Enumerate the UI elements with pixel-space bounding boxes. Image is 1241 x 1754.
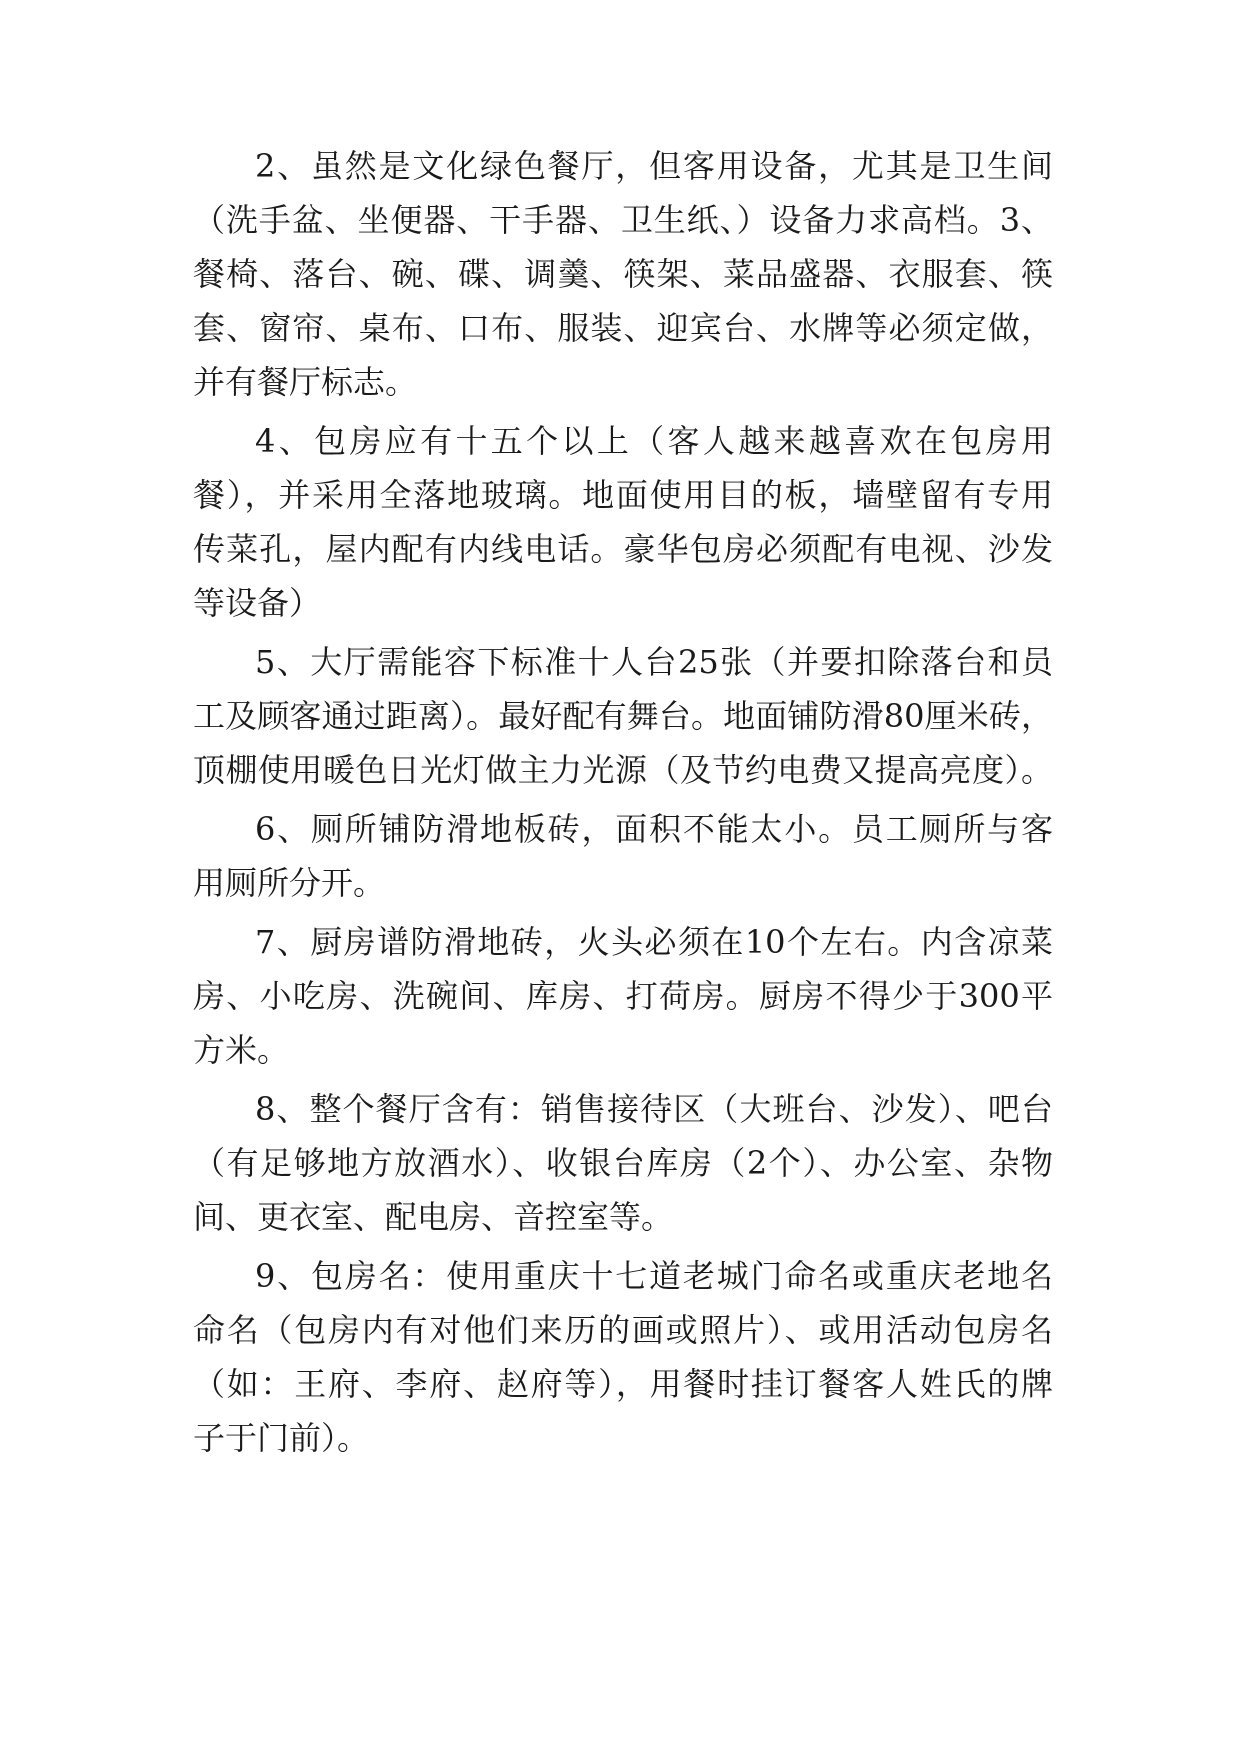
text-line: 顶棚使用暖色日光灯做主力光源（及节约电费又提高亮度）。 xyxy=(193,751,1053,789)
text-line: 餐），并采用全落地玻璃。地面使用目的板，墙壁留有专用 xyxy=(193,476,1053,514)
text-line: 用厕所分开。 xyxy=(193,864,386,902)
text-line: 9、包房名：使用重庆十七道老城门命名或重庆老地名 xyxy=(255,1257,1053,1295)
text-line: 房、小吃房、洗碗间、库房、打荷房。厨房不得少于300平 xyxy=(193,977,1053,1015)
text-line: 4、包房应有十五个以上（客人越来越喜欢在包房用 xyxy=(255,422,1053,460)
text-line: 并有餐厅标志。 xyxy=(193,363,418,401)
text-line: （洗手盆、坐便器、干手器、卫生纸、）设备力求高档。3、 xyxy=(193,201,1053,239)
text-line: 方米。 xyxy=(193,1031,290,1069)
text-line: 工及顾客通过距离）。最好配有舞台。地面铺防滑80厘米砖， xyxy=(193,697,1053,735)
text-line: 命名（包房内有对他们来历的画或照片）、或用活动包房名 xyxy=(193,1311,1053,1349)
text-line: 套、窗帘、桌布、口布、服装、迎宾台、水牌等必须定做， xyxy=(193,309,1053,347)
text-line: （如：王府、李府、赵府等），用餐时挂订餐客人姓氏的牌 xyxy=(193,1365,1053,1403)
text-line: 2、虽然是文化绿色餐厅，但客用设备，尤其是卫生间 xyxy=(255,147,1053,185)
text-line: 5、大厅需能容下标准十人台25张（并要扣除落台和员 xyxy=(255,643,1053,681)
text-line: 6、厕所铺防滑地板砖，面积不能太小。员工厕所与客 xyxy=(255,810,1053,848)
text-line: 子于门前）。 xyxy=(193,1419,370,1457)
text-line: 传菜孔，屋内配有内线电话。豪华包房必须配有电视、沙发 xyxy=(193,530,1053,568)
text-line: 间、更衣室、配电房、音控室等。 xyxy=(193,1198,674,1236)
text-line: 餐椅、落台、碗、碟、调羹、筷架、菜品盛器、衣服套、筷 xyxy=(193,255,1053,293)
text-line: 7、厨房谱防滑地砖，火头必须在10个左右。内含凉菜 xyxy=(255,923,1053,961)
text-line: 等设备） xyxy=(193,584,322,622)
text-line: 8、整个餐厅含有：销售接待区（大班台、沙发）、吧台 xyxy=(255,1090,1053,1128)
text-line: （有足够地方放酒水）、收银台库房（2个）、办公室、杂物 xyxy=(193,1144,1053,1182)
